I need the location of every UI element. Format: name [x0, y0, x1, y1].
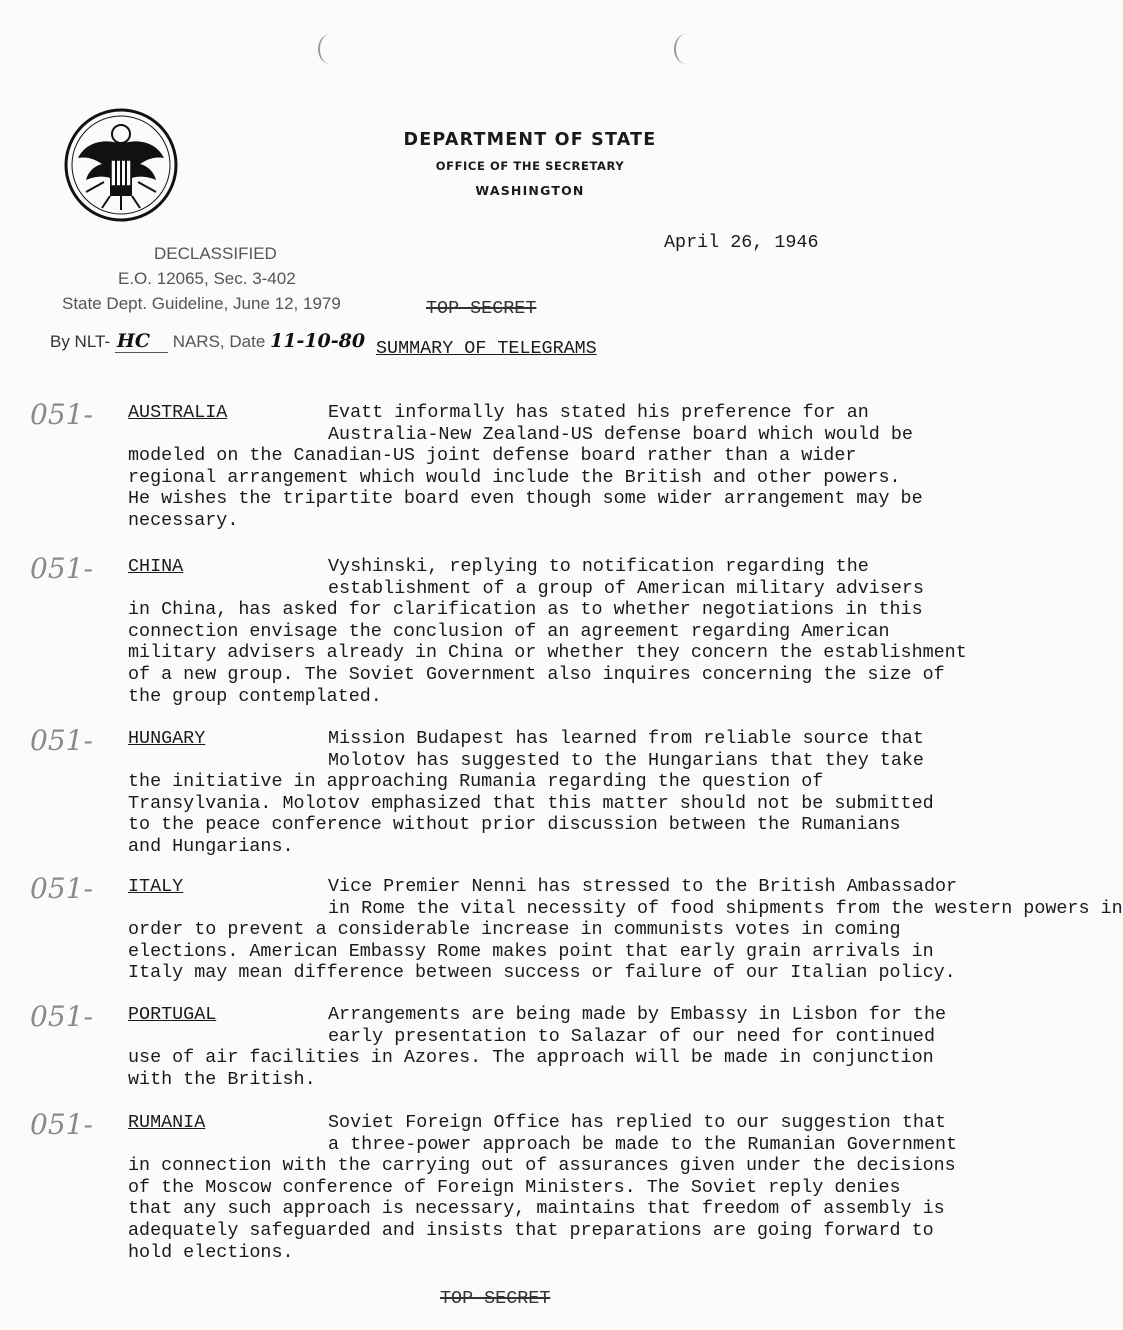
telegram-line: military advisers already in China or whether they concern the establishment [128, 642, 967, 664]
telegram-line: Evatt informally has stated his preference for an [328, 402, 869, 423]
telegram-line: Australia-New Zealand-US defense board which would be [328, 423, 913, 445]
authorization-line [50, 330, 365, 352]
guideline: State Dept. Guideline, June 12, 1979 [62, 294, 341, 313]
telegram-line: that any such approach is necessary, maintains that freedom of assembly is [128, 1198, 945, 1220]
initials-handwritten: HC [115, 330, 168, 353]
telegram-line: in Rome the vital necessity of food shipments from the western powers in [328, 897, 1123, 919]
telegram-line: establishment of a group of American military advisers [328, 577, 924, 599]
country-heading: RUMANIA [128, 1112, 206, 1133]
margin-note: 051- [30, 872, 93, 905]
telegram-line: regional arrangement which would include the British and other powers. [128, 466, 901, 488]
telegram-line: necessary. [128, 510, 239, 531]
executive-order: E.O. 12065, Sec. 3-402 [118, 269, 296, 288]
telegram-line: order to prevent a considerable increase in communists votes in coming [128, 919, 901, 941]
telegram-line: Italy may mean difference between success or failure of our Italian policy. [128, 962, 956, 984]
city-name: WASHINGTON [475, 183, 585, 198]
telegram-line: Vice Premier Nenni has stressed to the British Ambassador [328, 876, 958, 897]
punch-hole-mark [318, 34, 342, 64]
telegram-line: early presentation to Salazar of our need for continued [328, 1025, 935, 1047]
country-heading: AUSTRALIA [128, 402, 228, 423]
telegram-line: the initiative in approaching Rumania regarding the question of [128, 771, 824, 793]
telegram-line: and Hungarians. [128, 836, 294, 857]
telegram-line: the group contemplated. [128, 685, 382, 707]
nars-label: NARS, Date [172, 332, 266, 351]
by-prefix: By NLT- [50, 332, 111, 351]
telegram-line: Mission Budapest has learned from reliable source that [328, 728, 924, 749]
declassified-label: DECLASSIFIED [154, 244, 277, 263]
telegram-line: connection envisage the conclusion of an agreement regarding American [128, 620, 890, 642]
telegram-line: Arrangements are being made by Embassy in Lisbon for the [328, 1004, 947, 1025]
telegram-line: modeled on the Canadian-US joint defense board rather than a wider [128, 445, 857, 467]
margin-note: 051- [30, 398, 93, 431]
telegram-line: Molotov has suggested to the Hungarians that they take [328, 749, 924, 771]
telegram-line: Vyshinski, replying to notification regarding the [328, 556, 869, 577]
margin-note: 051- [30, 1000, 93, 1033]
department-name: DEPARTMENT OF STATE [403, 130, 657, 150]
document-title: SUMMARY OF TELEGRAMS [376, 338, 597, 359]
punch-hole-mark [674, 34, 698, 64]
telegram-line: elections. American Embassy Rome makes point that early grain arrivals in [128, 940, 934, 962]
margin-note: 051- [30, 552, 93, 585]
telegram-line: of a new group. The Soviet Government also inquires concerning the size of [128, 664, 945, 685]
classification-marking-bottom: TOP SECRET [440, 1288, 551, 1309]
telegram-line: to the peace conference without prior discussion between the Rumanians [128, 814, 901, 836]
telegram-line: Soviet Foreign Office has replied to our suggestion that [328, 1112, 947, 1133]
telegram-line: adequately safeguarded and insists that preparations are going forward to [128, 1220, 934, 1241]
telegram-line: He wishes the tripartite board even though some wider arrangement may be [128, 488, 923, 510]
telegram-line: in connection with the carrying out of assurances given under the decisions [128, 1155, 956, 1177]
classification-marking-top: TOP SECRET [426, 298, 537, 319]
document-date: April 26, 1946 [664, 232, 819, 253]
telegram-line: with the British. [128, 1068, 316, 1090]
margin-note: 051- [30, 724, 93, 757]
telegram-line: in China, has asked for clarification as to whether negotiations in this [128, 599, 923, 621]
letterhead [340, 130, 720, 198]
country-heading: CHINA [128, 556, 184, 577]
country-heading: PORTUGAL [128, 1004, 217, 1025]
telegram-line: use of air facilities in Azores. The approach will be made in conjunction [128, 1047, 934, 1069]
office-name: OFFICE OF THE SECRETARY [435, 159, 625, 173]
telegram-line: hold elections. [128, 1241, 294, 1263]
telegram-line: Transylvania. Molotov emphasized that this matter should not be submitted [128, 792, 934, 814]
telegram-line: of the Moscow conference of Foreign Ministers. The Soviet reply denies [128, 1176, 901, 1198]
margin-note: 051- [30, 1108, 93, 1141]
country-heading: HUNGARY [128, 728, 206, 749]
telegram-line: a three-power approach be made to the Rumanian Government [328, 1133, 958, 1155]
country-heading: ITALY [128, 876, 184, 897]
department-seal-icon [64, 108, 178, 222]
date-handwritten: 11-10-80 [270, 330, 366, 352]
